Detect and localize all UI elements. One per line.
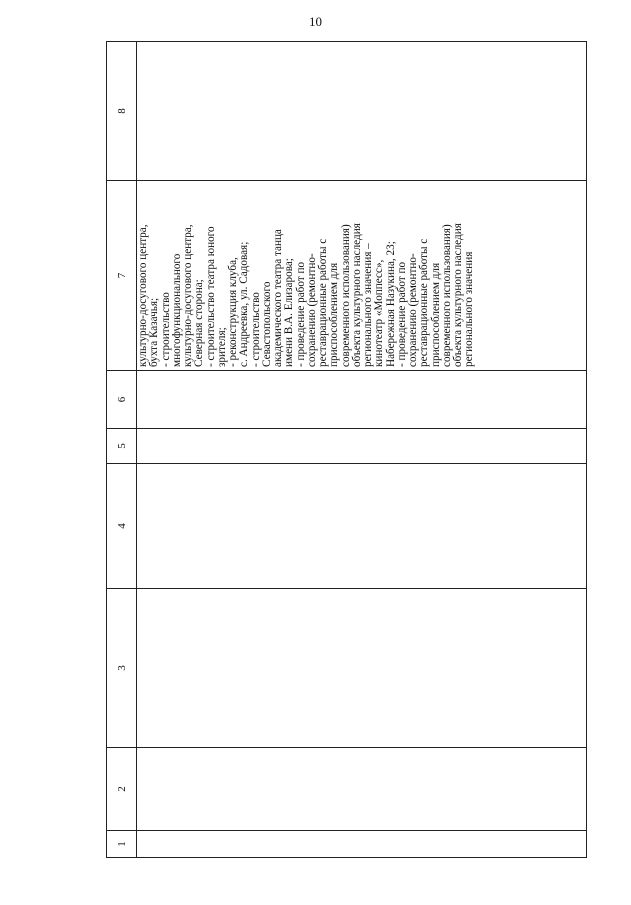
col7-line: Северная сторона;	[193, 279, 206, 367]
cell-col-5	[137, 429, 587, 464]
column-header-7: 7	[107, 181, 137, 371]
col7-line: - реконструкция клуба,	[227, 257, 239, 367]
table-row	[137, 42, 587, 858]
col7-line: Севастопольского	[260, 281, 273, 367]
col7-line: - проведение работ по	[395, 261, 408, 367]
col7-line: регионального значения –	[362, 243, 374, 367]
column-header-4: 4	[107, 464, 137, 589]
cell-col-1	[137, 831, 587, 858]
col7-line: многофункционального	[170, 253, 183, 367]
column-header-8: 8	[107, 42, 137, 181]
column-header-6: 6	[107, 371, 137, 429]
page-number: 10	[309, 14, 322, 29]
col7-line: - проведение работ по	[294, 261, 307, 367]
col7-line: реставрационные работы с	[317, 238, 329, 367]
col7-text	[137, 181, 476, 370]
col7-line: сохранению (ремонтно-	[407, 253, 419, 367]
table-container	[106, 42, 586, 858]
col7-line: - строительство	[159, 292, 172, 367]
column-header-5: 5	[107, 429, 137, 464]
col7-line: приспособлением для	[328, 262, 341, 367]
cell-col-7	[137, 181, 587, 371]
col7-line: - строительство	[249, 292, 262, 367]
col7-line: современного использования)	[440, 224, 453, 367]
data-table	[106, 41, 587, 858]
col7-line: объекта культурного наследия	[452, 223, 464, 367]
col7-line: сохранению (ремонтно-	[305, 253, 318, 367]
cell-col-6	[137, 371, 587, 429]
col7-line: объекта культурного наследия	[350, 223, 363, 367]
column-header-2: 2	[107, 748, 137, 831]
col7-line: современного использования)	[339, 224, 352, 367]
col7-line: культурно-досугового центра,	[182, 224, 194, 367]
col7-line: реставрационные работы с	[418, 238, 431, 367]
cell-col-8	[137, 42, 587, 181]
col7-line: с. Андреевка, ул. Садовая;	[238, 241, 251, 367]
header-row	[107, 42, 137, 858]
column-header-3: 3	[107, 589, 137, 748]
col7-line: имени В.А. Елизарова;	[283, 258, 296, 367]
column-header-1: 1	[107, 831, 137, 858]
cell-col-2	[137, 748, 587, 831]
col7-line: - строительство театра юного	[204, 226, 217, 367]
col7-line: Набережная Назукина, 23;	[384, 241, 397, 367]
col7-line: приспособлением для	[429, 262, 442, 367]
col7-line: кинотеатр «Моппесс»,	[373, 259, 386, 367]
col7-line: академического театра танца	[272, 229, 284, 367]
col7-line: культурно-досугового центра,	[137, 224, 149, 367]
col7-line: зрителя;	[215, 327, 228, 367]
col7-line: бухта Казачья;	[148, 297, 161, 367]
cell-col-3	[137, 589, 587, 748]
cell-col-4	[137, 464, 587, 589]
col7-line: регионального значения	[463, 251, 476, 367]
